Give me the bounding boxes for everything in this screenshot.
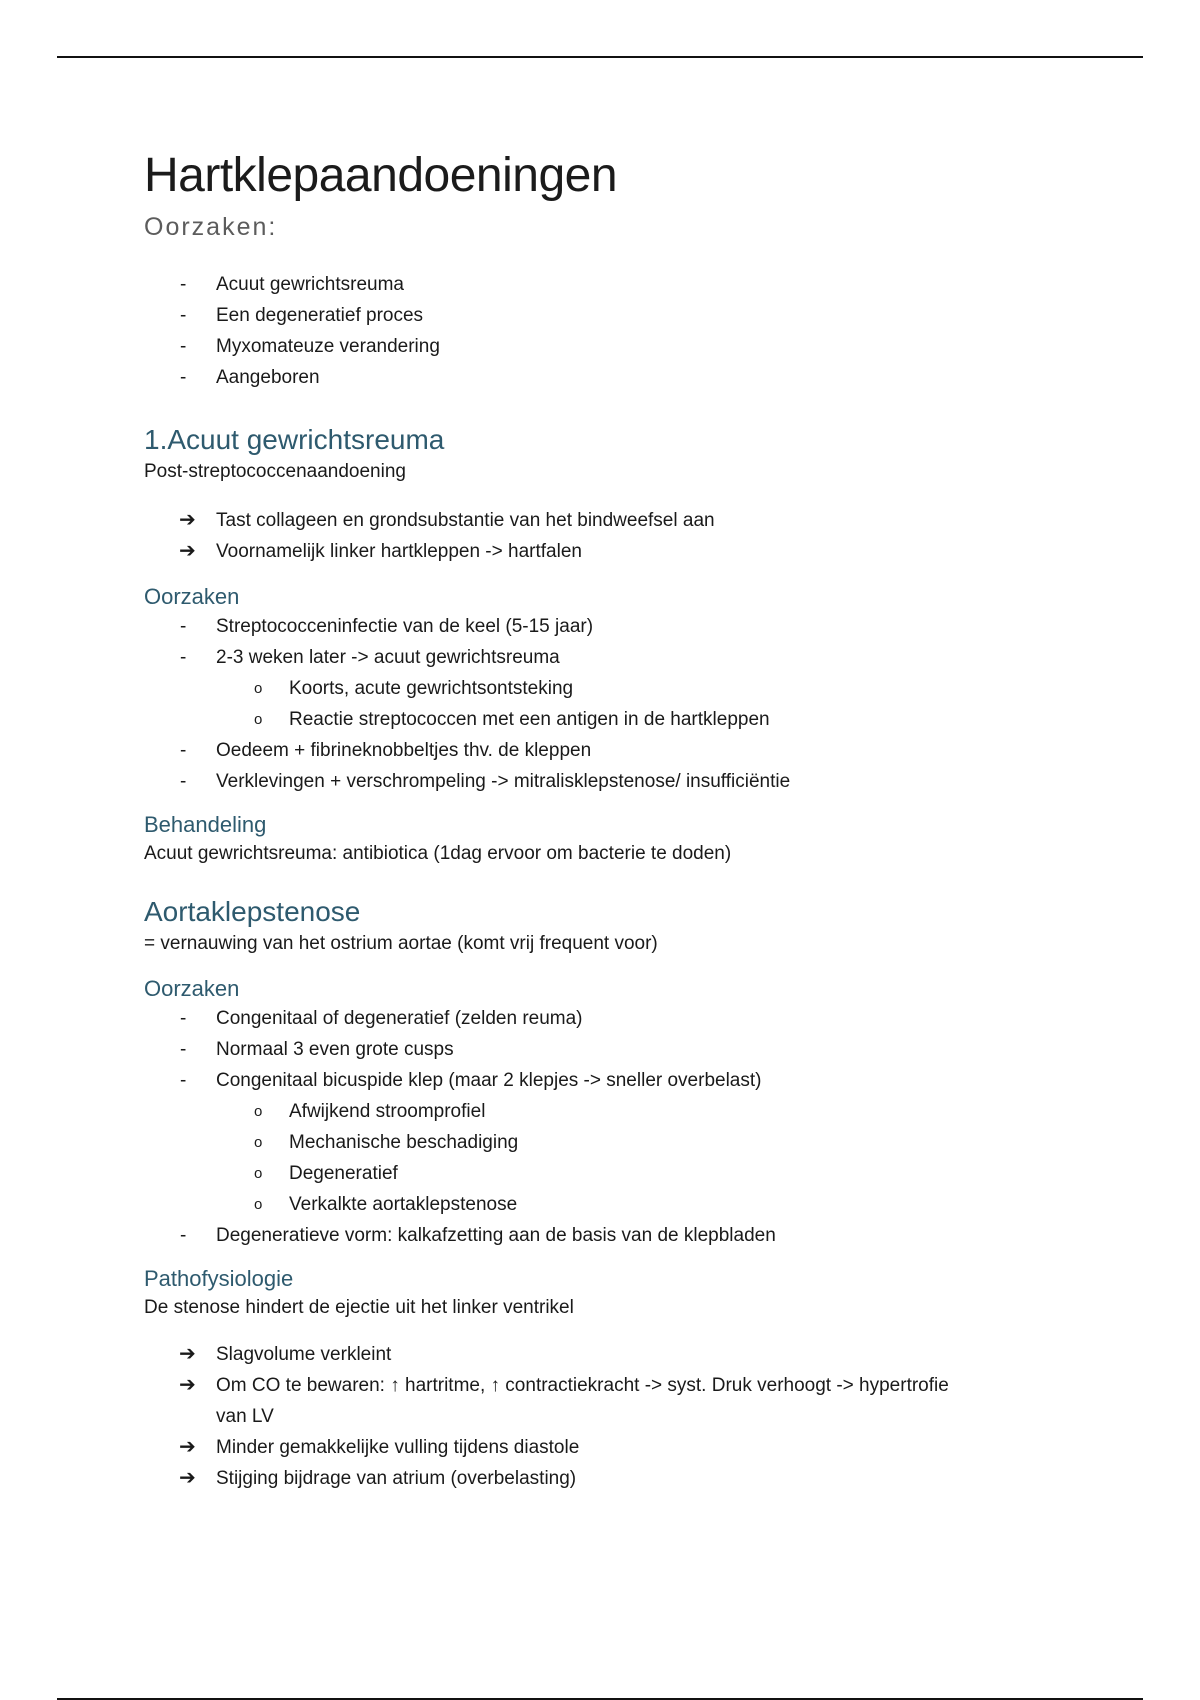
list-item: - Een degeneratief proces — [144, 300, 1044, 331]
dash-bullet: - — [180, 274, 187, 295]
sub-list-item: o Degeneratief — [144, 1158, 1044, 1189]
circle-bullet: o — [254, 1134, 263, 1151]
dash-bullet: - — [180, 771, 187, 792]
subheading-pathofysiologie: Pathofysiologie — [144, 1266, 294, 1291]
arrow-icon: ➔ — [179, 1467, 196, 1489]
dash-bullet: - — [180, 647, 187, 668]
circle-bullet: o — [254, 1103, 263, 1120]
section-intro: = vernauwing van het ostrium aortae (komt vrij frequent voor) — [144, 933, 658, 954]
arrow-icon: ➔ — [179, 1436, 196, 1458]
subheading-oorzaken: Oorzaken — [144, 584, 240, 609]
dash-bullet: - — [180, 1070, 187, 1091]
list-item: ➔ Tast collageen en grondsubstantie van het bindweefsel aan — [144, 505, 1044, 536]
sub-list-item: o Koorts, acute gewrichtsontsteking — [144, 673, 1044, 704]
list-item-continuation: van LV — [216, 1406, 274, 1427]
page-title: Hartklepaandoeningen — [144, 149, 618, 202]
circle-bullet: o — [254, 1165, 263, 1182]
arrow-icon: ➔ — [179, 509, 196, 531]
dash-bullet: - — [180, 367, 187, 388]
header-rule — [57, 56, 1143, 58]
list-item: ➔ Om CO te bewaren: ↑ hartritme, ↑ contractiekracht -> syst. Druk verhoogt -> hypertrofie — [144, 1370, 1044, 1401]
arrow-icon: ➔ — [179, 1343, 196, 1365]
list-item: ➔ Stijging bijdrage van atrium (overbelasting) — [144, 1463, 1044, 1494]
subheading-oorzaken: Oorzaken — [144, 976, 240, 1001]
section-intro: Post-streptococcenaandoening — [144, 461, 406, 482]
arrow-icon: ➔ — [179, 540, 196, 562]
dash-bullet: - — [180, 1008, 187, 1029]
circle-bullet: o — [254, 711, 263, 728]
pathofysiologie-text: De stenose hindert de ejectie uit het linker ventrikel — [144, 1297, 574, 1318]
list-item: - Aangeboren — [144, 362, 1044, 393]
dash-bullet: - — [180, 1039, 187, 1060]
page-subtitle: Oorzaken: — [144, 213, 278, 241]
list-item: ➔ Slagvolume verkleint — [144, 1339, 1044, 1370]
arrow-list — [144, 505, 1044, 567]
dash-bullet: - — [180, 305, 187, 326]
list-item: - Normaal 3 even grote cusps — [144, 1034, 1044, 1065]
list-item: - Congenitaal bicuspide klep (maar 2 klepjes -> sneller overbelast) — [144, 1065, 1044, 1096]
list-item: - Streptococceninfectie van de keel (5-15 jaar) — [144, 611, 1044, 642]
sub-list-item: o Verkalkte aortaklepstenose — [144, 1189, 1044, 1220]
list-item: - Degeneratieve vorm: kalkafzetting aan de basis van de klepbladen — [144, 1220, 1044, 1251]
arrow-icon: ➔ — [179, 1374, 196, 1396]
sub-list-item: o Afwijkend stroomprofiel — [144, 1096, 1044, 1127]
subheading-behandeling: Behandeling — [144, 812, 267, 837]
behandeling-text: Acuut gewrichtsreuma: antibiotica (1dag ervoor om bacterie te doden) — [144, 843, 732, 864]
list-item: ➔ Minder gemakkelijke vulling tijdens diastole — [144, 1432, 1044, 1463]
dash-bullet: - — [180, 336, 187, 357]
list-item: - Acuut gewrichtsreuma — [144, 269, 1044, 300]
document-body — [144, 148, 1044, 1494]
circle-bullet: o — [254, 1196, 263, 1213]
list-item: ➔ Voornamelijk linker hartkleppen -> hartfalen — [144, 536, 1044, 567]
list-item: - 2-3 weken later -> acuut gewrichtsreuma — [144, 642, 1044, 673]
sub-list-item: o Mechanische beschadiging — [144, 1127, 1044, 1158]
section-heading-acuut-gewrichtsreuma: 1.Acuut gewrichtsreuma — [144, 424, 445, 455]
sub-list-item: o Reactie streptococcen met een antigen in de hartkleppen — [144, 704, 1044, 735]
oorzaken-list — [144, 1003, 1044, 1251]
intro-list — [144, 269, 1044, 393]
dash-bullet: - — [180, 616, 187, 637]
list-item: - Myxomateuze verandering — [144, 331, 1044, 362]
arrow-list — [144, 1339, 1044, 1494]
dash-bullet: - — [180, 1225, 187, 1246]
circle-bullet: o — [254, 680, 263, 697]
list-item: - Verklevingen + verschrompeling -> mitralisklepstenose/ insufficiëntie — [144, 766, 1044, 797]
list-item: - Congenitaal of degeneratief (zelden reuma) — [144, 1003, 1044, 1034]
oorzaken-list — [144, 611, 1044, 797]
dash-bullet: - — [180, 740, 187, 761]
section-heading-aortaklepstenose: Aortaklepstenose — [144, 896, 361, 927]
list-item: - Oedeem + fibrineknobbeltjes thv. de kleppen — [144, 735, 1044, 766]
